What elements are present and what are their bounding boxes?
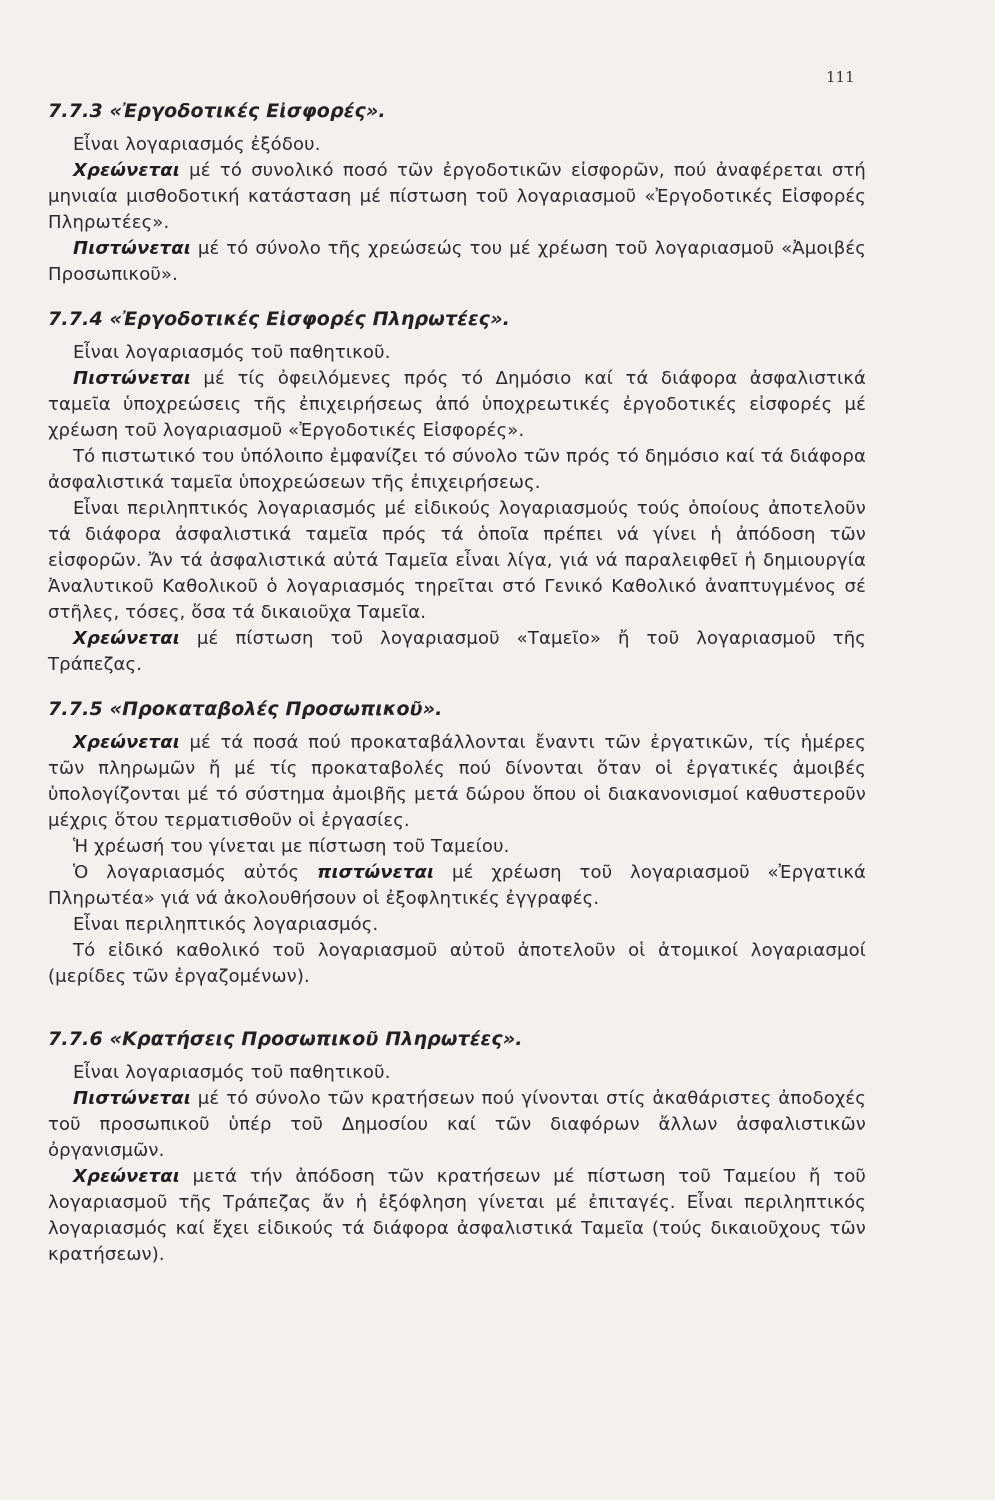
keyword-credit: πιστώνεται bbox=[317, 862, 435, 883]
paragraph bbox=[48, 366, 866, 444]
paragraph-text: Ὁ λογαριασμός αὐτός bbox=[73, 862, 318, 883]
paragraph bbox=[48, 730, 866, 834]
paragraph-text: μέ τό συνολικό ποσό τῶν ἐργοδοτικῶν εἰσφορῶν, πού ἀναφέρεται στή μηνιαία μισθοδοτική κατάσταση μέ πίστωση τοῦ λογαριασμοῦ «Ἐργοδοτικές Εἰσφορές Πληρωτέες». bbox=[48, 160, 866, 233]
paragraph: Εἶναι λογαριασμός τοῦ παθητικοῦ. bbox=[73, 342, 391, 363]
keyword-credit: Πιστώνεται bbox=[73, 368, 191, 389]
paragraph bbox=[48, 1164, 866, 1268]
paragraph bbox=[48, 860, 866, 912]
paragraph bbox=[48, 626, 866, 678]
paragraph-text: μέ τίς ὀφειλόμενες πρός τό Δημόσιο καί τά διάφορα ἀσφαλιστικά ταμεῖα ὑποχρεώσεις τῆς ἐπιχειρήσεως ἀπό ὑποχρεωτικές ἐργοδοτικές εἰσφορές μέ χρέωση τοῦ λογαριασμοῦ «Ἐργοδοτικές Εἰσφορές». bbox=[48, 368, 866, 441]
section-heading: 7.7.4 «Ἐργοδοτικές Εἰσφορές Πληρωτέες». bbox=[48, 308, 510, 330]
paragraph bbox=[48, 1086, 866, 1164]
paragraph-text: μέ τά ποσά πού προκαταβάλλονται ἔναντι τῶν ἐργατικῶν, τίς ἡμέρες τῶν πληρωμῶν ἤ μέ τίς προκαταβολές πού δίνονται ὅταν οἱ ἐργατικές ἀμοιβές ὑπολογίζονται μέ τό σύστημα ἀμοιβῆς μετά δώρου ὅπου οἱ διακανονισμοί καθυστεροῦν μέχρις ὅτου τερματισθοῦν οἱ ἐργασίες. bbox=[48, 732, 866, 831]
section-7-7-6 bbox=[48, 1026, 866, 1268]
paragraph: Τό πιστωτικό του ὑπόλοιπο ἐμφανίζει τό σύνολο τῶν πρός τό δημόσιο καί τά διάφορα ἀσφαλιστικά ταμεῖα ὑποχρεώσεων τῆς ἐπιχειρήσεως. bbox=[48, 446, 866, 493]
page-number: 111 bbox=[826, 68, 855, 86]
paragraph-text: μετά τήν ἀπόδοση τῶν κρατήσεων μέ πίστωση τοῦ Ταμείου ἤ τοῦ λογαριασμοῦ τῆς Τράπεζας ἄν ἡ ἐξόφληση γίνεται μέ ἐπιταγές. Εἶναι περιληπτικός λογαριασμός καί ἔχει εἰδικούς τά διάφορα ἀσφαλιστικά Ταμεῖα (τούς δικαιοῦχους τῶν κρατήσεων). bbox=[48, 1166, 866, 1265]
section-heading: 7.7.6 «Κρατήσεις Προσωπικοῦ Πληρωτέες». bbox=[48, 1028, 523, 1050]
keyword-credit: Πιστώνεται bbox=[73, 1088, 191, 1109]
keyword-credit: Πιστώνεται bbox=[73, 238, 191, 259]
keyword-debit: Χρεώνεται bbox=[73, 160, 180, 181]
section-heading: 7.7.5 «Προκαταβολές Προσωπικοῦ». bbox=[48, 698, 443, 720]
section-heading: 7.7.3 «Ἐργοδοτικές Εἰσφορές». bbox=[48, 100, 386, 122]
paragraph: Εἶναι περιληπτικός λογαριασμός. bbox=[73, 914, 379, 935]
keyword-debit: Χρεώνεται bbox=[73, 732, 180, 753]
paragraph-text: μέ τό σύνολο τῶν κρατήσεων πού γίνονται στίς ἀκαθάριστες ἀποδοχές τοῦ προσωπικοῦ ὑπέρ τοῦ Δημοσίου καί τῶν διαφόρων ἄλλων ἀσφαλιστικῶν ὀργανισμῶν. bbox=[48, 1088, 866, 1161]
section-7-7-3 bbox=[48, 98, 866, 288]
keyword-debit: Χρεώνεται bbox=[73, 628, 180, 649]
paragraph bbox=[48, 236, 866, 288]
paragraph-text: μέ πίστωση τοῦ λογαριασμοῦ «Ταμεῖο» ἤ τοῦ λογαριασμοῦ τῆς Τράπεζας. bbox=[48, 628, 866, 675]
paragraph-text: μέ χρέωση τοῦ λογαριασμοῦ «Ἐργατικά Πληρωτέα» γιά νά ἀκολουθήσουν οἱ ἐξοφλητικές ἐγγραφές. bbox=[48, 862, 866, 909]
paragraph: Εἶναι περιληπτικός λογαριασμός μέ εἰδικούς λογαριασμούς τούς ὁποίους ἀποτελοῦν τά διάφορα ἀσφαλιστικά ταμεῖα πρός τά ὁποῖα πρέπει νά γίνει ἡ ἀπόδοση τῶν εἰσφορῶν. Ἄν τά ἀσφαλιστικά αὐτά Ταμεῖα εἶναι λίγα, γιά νά παραλειφθεῖ ἡ δημιουργία Ἀναλυτικοῦ Καθολικοῦ ὁ λογαριασμός τηρεῖται στό Γενικό Καθολικό ἀναπτυγμένος σέ στῆλες, τόσες, ὅσα τά δικαιοῦχα Ταμεῖα. bbox=[48, 498, 866, 623]
paragraph-text: μέ τό σύνολο τῆς χρεώσεώς του μέ χρέωση τοῦ λογαριασμοῦ «Ἀμοιβές Προσωπικοῦ». bbox=[48, 238, 866, 285]
page-content bbox=[48, 98, 866, 1268]
paragraph: Τό εἰδικό καθολικό τοῦ λογαριασμοῦ αὐτοῦ ἀποτελοῦν οἱ ἀτομικοί λογαριασμοί (μερίδες τῶν ἐργαζομένων). bbox=[48, 940, 866, 987]
section-7-7-5 bbox=[48, 696, 866, 990]
paragraph bbox=[48, 158, 866, 236]
section-7-7-4 bbox=[48, 306, 866, 678]
paragraph: Ἡ χρέωσή του γίνεται με πίστωση τοῦ Ταμείου. bbox=[73, 836, 510, 857]
paragraph: Εἶναι λογαριασμός τοῦ παθητικοῦ. bbox=[73, 1062, 391, 1083]
keyword-debit: Χρεώνεται bbox=[73, 1166, 180, 1187]
paragraph: Εἶναι λογαριασμός ἐξόδου. bbox=[73, 134, 321, 155]
